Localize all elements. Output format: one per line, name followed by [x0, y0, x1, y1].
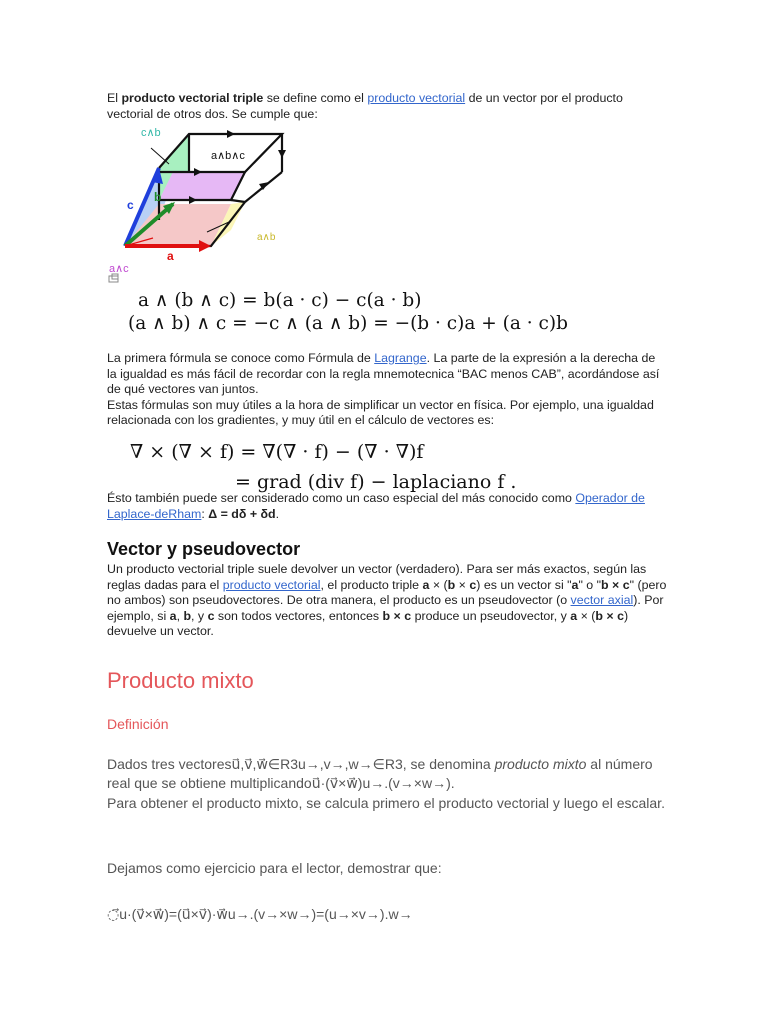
intro-text: se define como el — [263, 91, 368, 105]
pv-text: × — [455, 577, 470, 592]
pv-bold: a — [570, 608, 578, 623]
pv-text: son todos vectores, entonces — [214, 608, 383, 623]
pseudovector-paragraph — [107, 562, 667, 640]
laplace-text: Ésto también puede ser considerado como un caso especial del más conocido como — [107, 491, 576, 505]
pv-text: × ( — [577, 608, 596, 623]
laplace-text: . — [275, 506, 280, 521]
mixto-text: , se denomina — [402, 756, 495, 772]
label-a: a — [167, 249, 174, 263]
enlarge-icon[interactable] — [109, 274, 118, 282]
lagrange-text: La primera fórmula se conoce como Fórmula de — [107, 351, 375, 365]
label-b: b — [154, 190, 162, 204]
pv-bold: b — [183, 608, 192, 623]
mixto-text: Dados tres vectores — [107, 756, 232, 772]
pointer-cb — [151, 148, 169, 164]
mixto-text: al número real que se obtiene multiplicando — [107, 756, 653, 791]
triple-product-diagram — [107, 124, 287, 286]
pv-bold: b × c — [382, 608, 412, 623]
mixto-definition-paragraph — [107, 755, 667, 793]
pv-bold: b — [447, 577, 456, 592]
section-heading-producto-mixto: Producto mixto — [107, 668, 254, 693]
mixto-math: u⃗·(v⃗×w⃗)u→.(v→×w→). — [311, 775, 455, 791]
lagrange-text: . La parte de la expresión a la derecha de la igualdad es más fácil de recordar con la regla mnemotecnica “BAC menos CAB”, acordándose así de qué vectores van juntos. — [107, 351, 660, 397]
pv-text: produce un pseudovector, y — [411, 608, 571, 623]
lagrange-paragraph — [107, 351, 667, 429]
pv-text: ) es un vector si " — [476, 577, 572, 592]
mixto-identity-formula: ◌⃗u·(v⃗×w⃗)=(u⃗×v⃗)·w⃗u→.(v→×w→)=(u→×v→).w→ — [107, 906, 413, 922]
link-producto-vectorial-2[interactable]: producto vectorial — [222, 577, 321, 592]
pv-bold: b × c — [601, 577, 630, 592]
pv-text: , y — [191, 608, 208, 623]
pv-text: Un producto vectorial triple suele devolver un vector (verdadero). Para ser más exactos, según las reglas dadas para el — [107, 562, 647, 592]
link-vector-axial[interactable]: vector axial — [570, 593, 634, 608]
pv-bold: a — [169, 608, 177, 623]
label-c-wedge-b: c∧b — [141, 127, 161, 139]
link-lagrange[interactable]: Lagrange — [374, 351, 427, 365]
intro-text: de un vector por el producto vectorial de otros dos. Se cumple que: — [107, 91, 623, 121]
mixto-math: u⃗,v⃗,w⃗∈R3u→,v→,w→∈R3 — [231, 756, 403, 772]
pv-bold: c — [207, 608, 215, 623]
label-a-wedge-c: a∧c — [109, 263, 129, 275]
label-a-wedge-b-wedge-c: a∧b∧c — [211, 150, 245, 162]
formula-lagrange-2: (a ∧ b) ∧ c = −c ∧ (a ∧ b) = −(b · c)a + (a · c)b — [128, 313, 568, 334]
pv-bold: a — [422, 577, 430, 592]
intro-text: El — [107, 91, 122, 105]
pv-bold: c — [469, 577, 477, 592]
section-heading-vector-pseudovector: Vector y pseudovector — [107, 539, 301, 559]
laplace-paragraph — [107, 491, 667, 522]
laplace-formula: Δ = dδ + δd — [208, 506, 276, 521]
formula-lagrange-1: a ∧ (b ∧ c) = b(a · c) − c(a · b) — [138, 290, 422, 311]
lagrange-text: Estas fórmulas son muy útiles a la hora de simplificar un vector en física. Por ejemplo, una igualdad relacionada con los gradientes, y muy útil en el cálculo de vectores es: — [107, 397, 654, 428]
link-producto-vectorial[interactable]: producto vectorial — [367, 91, 466, 105]
pv-text: × ( — [429, 577, 448, 592]
link-operador-laplace-derham[interactable]: Operador de Laplace-deRham — [107, 491, 645, 521]
mixto-exercise-paragraph: Dejamos como ejercicio para el lector, demostrar que: — [107, 860, 442, 876]
pv-text: ). Por ejemplo, si — [107, 593, 664, 623]
pv-bold: a — [571, 577, 579, 592]
laplace-text: : — [201, 506, 209, 521]
label-a-wedge-b: a∧b — [257, 232, 276, 243]
pv-text: " (pero no ambos) son pseudovectores. De otra manera, el producto es un pseudovector (o — [107, 577, 667, 608]
label-c: c — [127, 198, 134, 212]
pv-text: ) devuelve un vector. — [107, 608, 629, 639]
mixto-method-paragraph: Para obtener el producto mixto, se calcula primero el producto vectorial y luego el escalar. — [107, 795, 665, 811]
formula-grad-div: = grad (div f) − laplaciano f . — [235, 471, 517, 493]
pv-text: , el producto triple — [320, 577, 423, 592]
subheading-definicion: Definición — [107, 716, 169, 732]
pv-text: " o " — [578, 577, 602, 592]
pv-bold: b × c — [595, 608, 625, 623]
formula-curl-curl: ∇ × (∇ × f) = ∇(∇ · f) − (∇ · ∇)f — [130, 441, 424, 463]
intro-paragraph — [107, 91, 667, 122]
intro-bold-term: producto vectorial triple — [121, 91, 264, 105]
pv-text: , — [176, 608, 184, 623]
mixto-italic-term: producto mixto — [494, 756, 587, 772]
parallelepiped-figure — [107, 124, 287, 286]
